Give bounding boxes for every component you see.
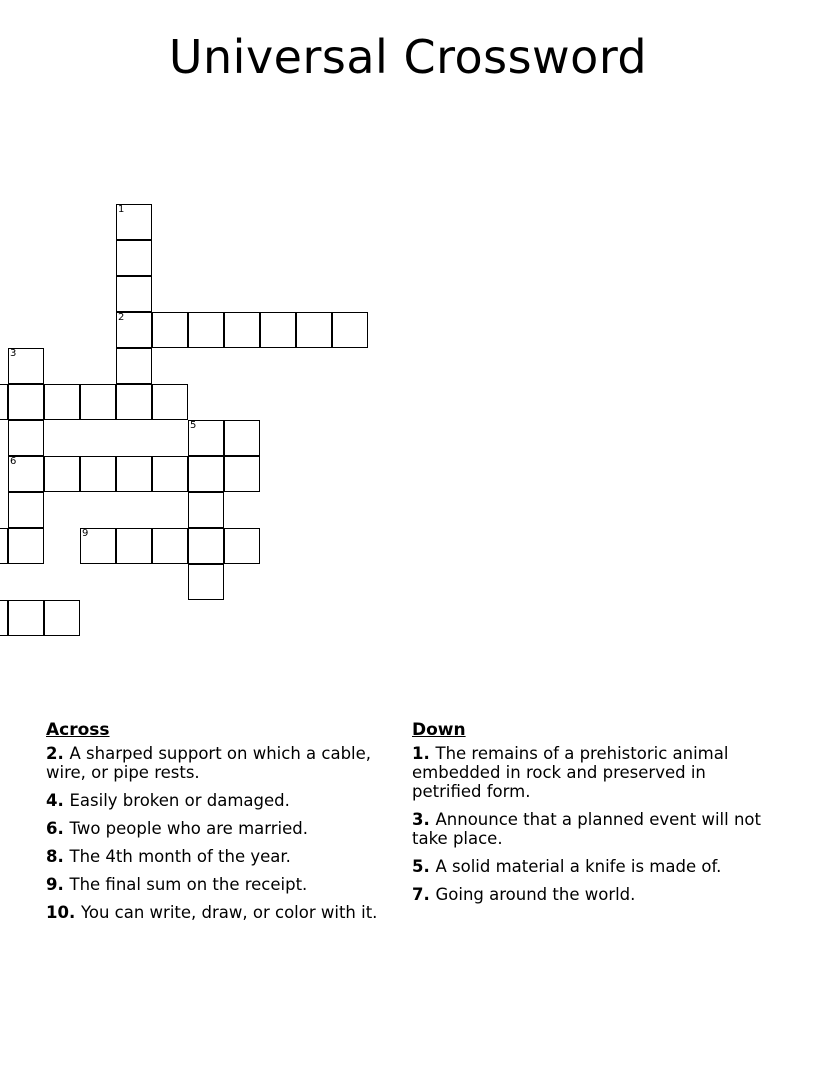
clue-text: A solid material a knife is made of.: [435, 857, 722, 876]
crossword-grid: [0, 96, 816, 656]
grid-cell[interactable]: [224, 420, 260, 456]
cell-number: 6: [10, 456, 17, 467]
across-heading: Across: [46, 720, 110, 740]
clue-number: 2.: [46, 744, 70, 763]
grid-cell[interactable]: [116, 240, 152, 276]
down-clue-3: [412, 810, 762, 848]
grid-cell[interactable]: [152, 312, 188, 348]
grid-cell[interactable]: [152, 384, 188, 420]
grid-cell[interactable]: [224, 528, 260, 564]
grid-cell[interactable]: [8, 492, 44, 528]
grid-cell[interactable]: [8, 528, 44, 564]
grid-cell[interactable]: [0, 384, 8, 420]
grid-cell[interactable]: [116, 204, 152, 240]
grid-cell[interactable]: [152, 456, 188, 492]
grid-cell[interactable]: [8, 456, 44, 492]
page-title: Universal Crossword: [168, 30, 648, 84]
down-heading: Down: [412, 720, 466, 740]
clue-number: 9.: [46, 875, 70, 894]
grid-cell[interactable]: [8, 420, 44, 456]
grid-cell[interactable]: [188, 456, 224, 492]
grid-cell[interactable]: [224, 312, 260, 348]
clue-number: 1.: [412, 744, 436, 763]
grid-cell[interactable]: [224, 456, 260, 492]
grid-cell[interactable]: [116, 528, 152, 564]
grid-cell[interactable]: [44, 384, 80, 420]
cell-number: 2: [118, 312, 125, 323]
clue-text: Easily broken or damaged.: [69, 791, 290, 810]
down-clues-column: [412, 720, 762, 913]
grid-cell[interactable]: [0, 600, 8, 636]
clue-text: You can write, draw, or color with it.: [80, 903, 378, 922]
across-clue-9: [46, 875, 396, 894]
grid-cell[interactable]: [44, 456, 80, 492]
clue-number: 8.: [46, 847, 70, 866]
clue-number: 6.: [46, 819, 70, 838]
grid-cell[interactable]: [116, 456, 152, 492]
clue-text: The remains of a prehistoric animal embedded in rock and preserved in petrified form.: [412, 744, 729, 801]
across-clue-10: [46, 903, 396, 922]
across-clue-6: [46, 819, 396, 838]
down-clue-7: [412, 885, 762, 904]
grid-cell[interactable]: [8, 384, 44, 420]
across-clues-column: [46, 720, 396, 931]
cell-number: 9: [82, 528, 89, 539]
clue-number: 5.: [412, 857, 436, 876]
grid-cell[interactable]: [188, 312, 224, 348]
grid-cell[interactable]: [296, 312, 332, 348]
grid-cell[interactable]: [116, 312, 152, 348]
grid-cell[interactable]: [260, 312, 296, 348]
grid-cell[interactable]: [116, 384, 152, 420]
grid-cell[interactable]: [80, 528, 116, 564]
cell-number: 1: [118, 204, 125, 215]
clue-number: 4.: [46, 791, 70, 810]
cell-number: 3: [10, 348, 17, 359]
across-clue-2: [46, 744, 396, 782]
grid-cell[interactable]: [80, 456, 116, 492]
grid-cell[interactable]: [188, 492, 224, 528]
grid-cell[interactable]: [188, 564, 224, 600]
clue-number: 7.: [412, 885, 436, 904]
clue-text: Two people who are married.: [69, 819, 308, 838]
clue-number: 3.: [412, 810, 436, 829]
grid-cell[interactable]: [8, 600, 44, 636]
grid-cell[interactable]: [44, 600, 80, 636]
clue-text: A sharped support on which a cable, wire, or pipe rests.: [46, 744, 372, 782]
clue-text: Announce that a planned event will not take place.: [412, 810, 761, 848]
grid-cell[interactable]: [152, 528, 188, 564]
grid-cell[interactable]: [0, 528, 8, 564]
down-clue-5: [412, 857, 762, 876]
grid-cell[interactable]: [188, 420, 224, 456]
grid-cell[interactable]: [80, 384, 116, 420]
clue-text: Going around the world.: [435, 885, 636, 904]
grid-cell[interactable]: [8, 348, 44, 384]
across-clue-4: [46, 791, 396, 810]
clues-section: [0, 720, 816, 1020]
cell-number: 5: [190, 420, 197, 431]
clue-text: The 4th month of the year.: [69, 847, 291, 866]
grid-cell[interactable]: [188, 528, 224, 564]
down-clue-1: [412, 744, 762, 801]
grid-cell[interactable]: [116, 276, 152, 312]
across-clue-8: [46, 847, 396, 866]
clue-number: 10.: [46, 903, 81, 922]
grid-cell[interactable]: [332, 312, 368, 348]
grid-cell[interactable]: [116, 348, 152, 384]
clue-text: The final sum on the receipt.: [69, 875, 308, 894]
